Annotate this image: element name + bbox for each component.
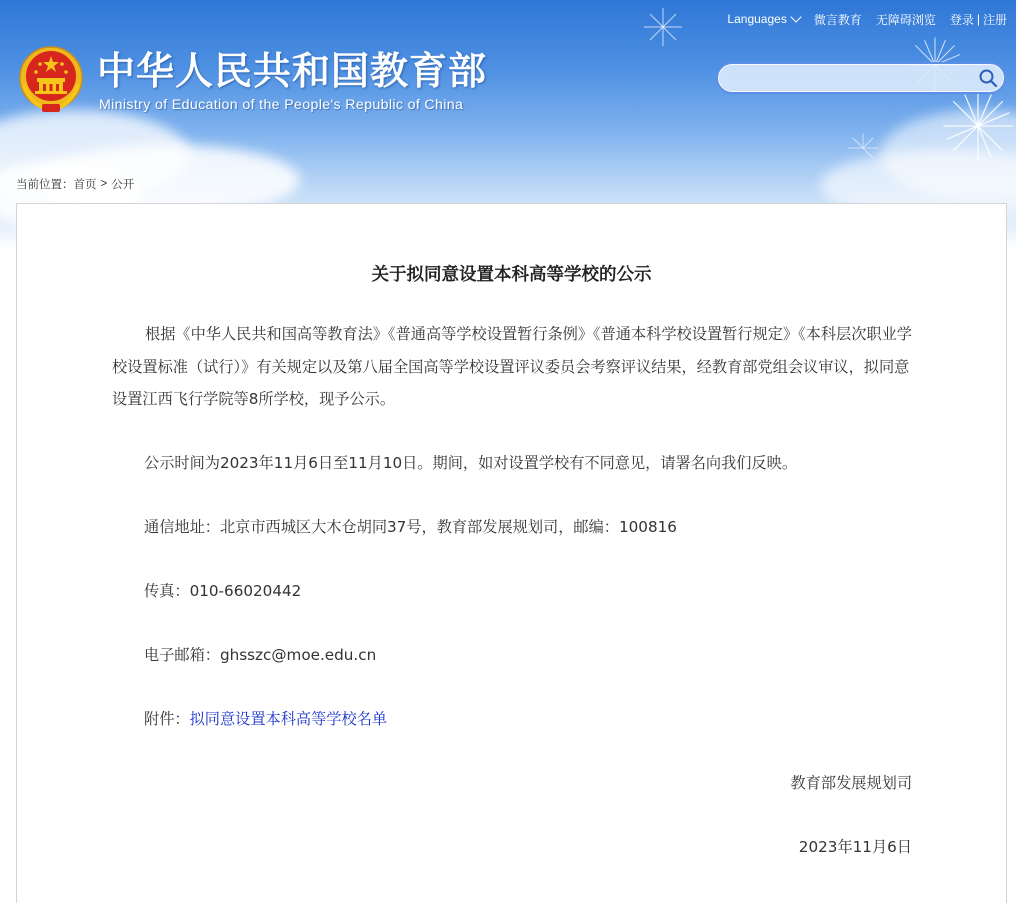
login-link[interactable]: 登录 [949, 12, 974, 27]
dandelion-decoration [640, 4, 686, 50]
breadcrumb-public-link[interactable]: 公开 [111, 179, 135, 191]
site-title-en: Ministry of Education of the People's Republic of China [99, 97, 464, 113]
article-title: 关于拟同意设置本科高等学校的公示 [371, 265, 652, 285]
languages-dropdown[interactable] [727, 12, 799, 26]
dandelion-decoration [845, 130, 881, 166]
article-address: 通信地址：北京市西城区大木仓胡同37号，教育部发展规划司，邮编：100816 [144, 518, 677, 536]
breadcrumb-prefix: 当前位置： [16, 179, 74, 191]
languages-label: Languages [727, 12, 787, 26]
breadcrumb-separator: > [100, 178, 108, 190]
national-emblem-logo[interactable] [18, 44, 84, 116]
article-paragraph-period: 公示时间为2023年11月6日至11月10日。期间，如对设置学校有不同意见，请署名向我们反映。 [144, 454, 798, 472]
article-attachment [144, 709, 387, 729]
register-link[interactable]: 注册 [982, 12, 1007, 27]
search-box [716, 62, 1006, 94]
article-email: 电子邮箱：ghsszc@moe.edu.cn [144, 646, 377, 664]
attachment-label: 附件： [144, 710, 190, 728]
article-paragraph-basis: 根据《中华人民共和国高等教育法》《普通高等学校设置暂行条例》《普通本科学校设置暂行规定》《本科层次职业学校设置标准（试行）》有关规定以及第八届全国高等学校设置评议委员会考察评议结果，经教育部党组会议审议，拟同意设置江西飞行学院等8所学校，现予公示。 [112, 325, 912, 408]
article-fax: 传真：010-66020442 [144, 582, 302, 600]
search-input[interactable] [730, 68, 974, 90]
attachment-link[interactable]: 拟同意设置本科高等学校名单 [189, 710, 387, 728]
chevron-down-icon [790, 11, 801, 22]
site-title-cn[interactable]: 中华人民共和国教育部 [97, 49, 488, 93]
accessibility-link[interactable]: 无障碍浏览 [875, 12, 936, 27]
article-date: 2023年11月6日 [798, 838, 912, 856]
dandelion-decoration [940, 88, 1016, 164]
breadcrumb [16, 177, 134, 191]
search-icon[interactable] [978, 68, 998, 88]
article-panel [16, 203, 1007, 903]
article-signature: 教育部发展规划司 [790, 774, 912, 792]
login-register-divider: | [976, 12, 980, 26]
top-links-bar [727, 11, 1007, 27]
breadcrumb-home-link[interactable]: 首页 [73, 179, 97, 191]
wechat-link[interactable]: 微言教育 [813, 12, 862, 27]
